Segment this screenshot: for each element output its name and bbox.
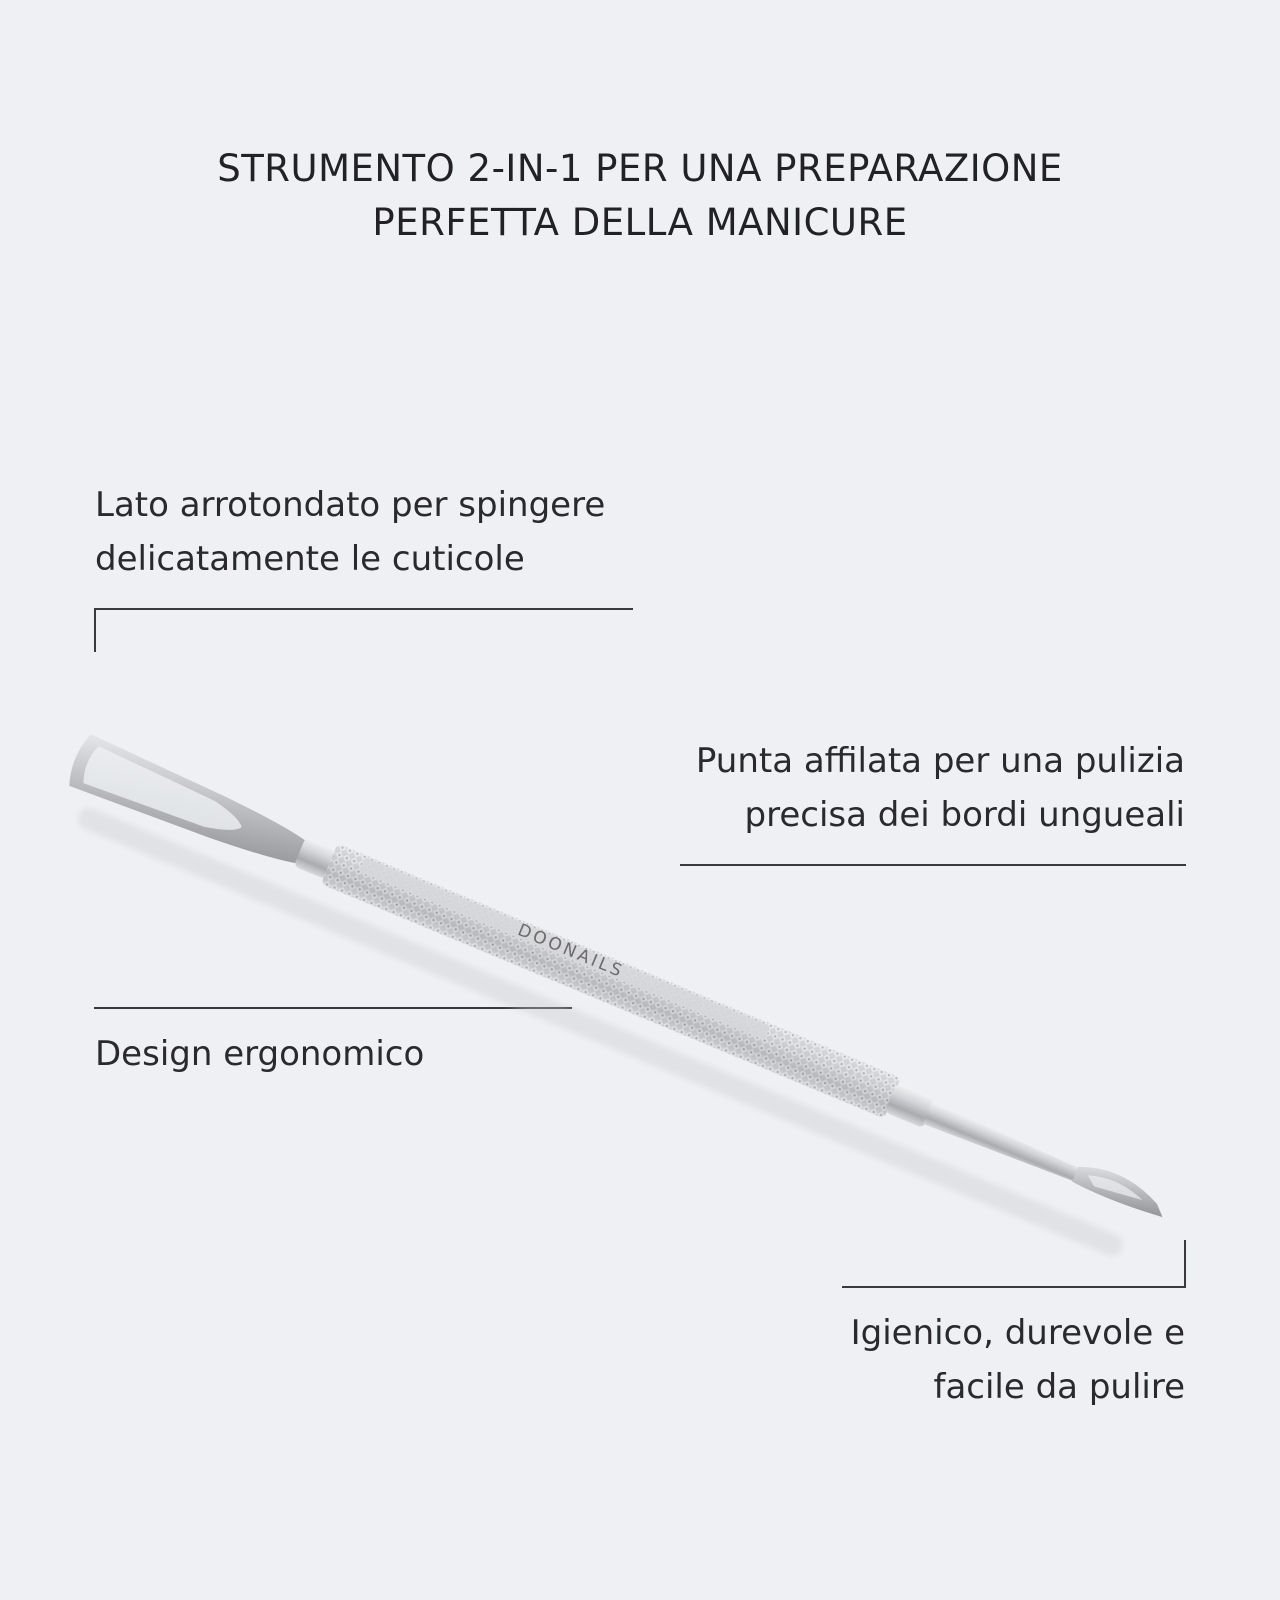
feature-hygienic-line2: facile da pulire [933,1367,1185,1407]
engraving-text: DOONAILS [514,920,628,983]
feature-sharp-tip-line1: Punta affilata per una pulizia [695,741,1185,781]
feature-hygienic-line1: Igienico, durevole e [850,1313,1185,1353]
feature-sharp-tip-line2: precisa dei bordi ungueali [744,795,1185,835]
title-line-2: PERFETTA DELLA MANICURE [372,201,908,244]
feature-ergonomic-line1: Design ergonomico [95,1034,425,1074]
feature-rounded-side-line2: delicatamente le cuticole [95,539,525,579]
title-line-1: STRUMENTO 2-IN-1 PER UNA PREPARAZIONE [217,147,1063,190]
feature-rounded-side-line1: Lato arrotondato per spingere [95,485,606,525]
